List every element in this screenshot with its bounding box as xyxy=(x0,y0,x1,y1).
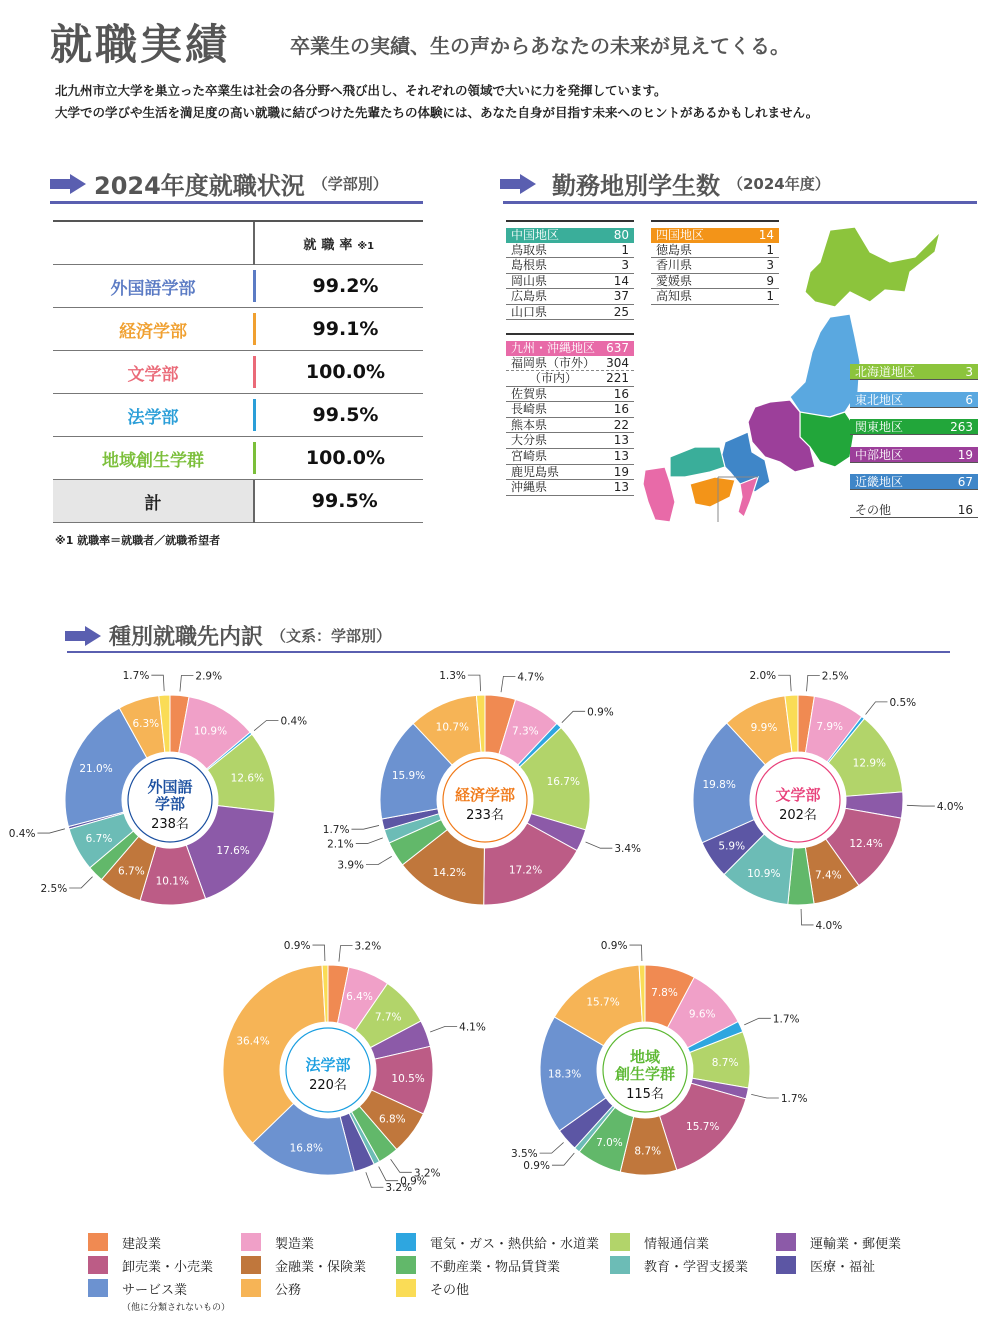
svg-text:7.3%: 7.3% xyxy=(511,725,539,738)
svg-text:4.1%: 4.1% xyxy=(459,1021,486,1034)
region-total-row: 近畿地区 67 xyxy=(850,474,978,490)
svg-text:15.7%: 15.7% xyxy=(686,1121,720,1134)
rate-section-subtitle: （学部別） xyxy=(312,175,388,193)
prefecture-row: （市内） 221 xyxy=(506,371,634,387)
region-total-row: 中部地区 19 xyxy=(850,447,978,463)
donut-chart-foreign-languages xyxy=(8,670,308,934)
page-subtitle: 卒業生の実績、生の声からあなたの未来が見えてくる。 xyxy=(290,34,790,58)
legend-item-finance: 金融業・保険業 xyxy=(241,1256,366,1275)
svg-text:2.0%: 2.0% xyxy=(749,670,777,683)
page-title: 就職実績 xyxy=(50,20,231,69)
svg-text:6.7%: 6.7% xyxy=(118,865,145,878)
svg-text:3.4%: 3.4% xyxy=(614,843,642,856)
svg-text:10.9%: 10.9% xyxy=(747,867,781,880)
svg-text:15.9%: 15.9% xyxy=(391,769,426,782)
svg-text:1.7%: 1.7% xyxy=(772,1013,800,1026)
legend-swatch xyxy=(610,1256,630,1274)
legend-swatch xyxy=(396,1256,416,1274)
svg-text:18.3%: 18.3% xyxy=(547,1068,582,1081)
svg-text:10.1%: 10.1% xyxy=(155,875,189,888)
region-total-row: 東北地区 6 xyxy=(850,392,978,408)
svg-text:10.7%: 10.7% xyxy=(435,721,470,734)
legend-item-public: 公務 xyxy=(241,1279,301,1298)
section-divider xyxy=(50,201,423,204)
table-header-row xyxy=(53,222,423,265)
svg-text:3.2%: 3.2% xyxy=(385,1182,413,1195)
legend-item-education: 教育・学習支援業 xyxy=(610,1256,748,1275)
svg-text:1.7%: 1.7% xyxy=(322,824,350,837)
svg-text:0.9%: 0.9% xyxy=(600,940,628,953)
svg-text:7.8%: 7.8% xyxy=(651,986,678,999)
donut-chart-economics xyxy=(322,670,642,934)
table-top-rule xyxy=(506,220,634,222)
prefecture-row: 鹿児島県 19 xyxy=(506,465,634,481)
svg-text:7.4%: 7.4% xyxy=(814,869,842,882)
rate-section-title: 2024年度就職状況 xyxy=(94,172,305,200)
prefecture-row: 徳島県 1 xyxy=(651,243,779,259)
svg-text:6.8%: 6.8% xyxy=(378,1113,406,1126)
table-row xyxy=(53,351,423,394)
legend-swatch xyxy=(396,1233,416,1251)
table-top-rule xyxy=(506,333,634,335)
region-table-kyushu xyxy=(506,333,634,496)
table-row xyxy=(53,394,423,437)
legend-swatch xyxy=(396,1279,416,1297)
prefecture-row: 宮崎県 13 xyxy=(506,449,634,465)
svg-text:文学部: 文学部 xyxy=(775,786,821,804)
svg-text:238名: 238名 xyxy=(151,817,189,832)
svg-text:6.4%: 6.4% xyxy=(346,990,373,1003)
svg-text:17.2%: 17.2% xyxy=(508,864,543,877)
legend-swatch xyxy=(610,1233,630,1251)
employment-rate: 99.2% xyxy=(312,275,379,297)
table-row xyxy=(53,437,423,480)
prefecture-row: 熊本県 22 xyxy=(506,418,634,434)
faculty-name: 法学部 xyxy=(127,407,179,428)
svg-text:16.8%: 16.8% xyxy=(289,1142,323,1155)
prefecture-row: 福岡県（市外） 304 xyxy=(506,356,634,372)
svg-text:7.0%: 7.0% xyxy=(596,1137,623,1150)
svg-text:2.1%: 2.1% xyxy=(327,838,354,851)
intro-line-2: 大学での学びや生活を満足度の高い就職に結びつけた先輩たちの体験には、あなた自身が目指す未来へのヒントがあるかもしれません。 xyxy=(55,105,819,120)
arrow-right-icon xyxy=(500,174,536,194)
faculty-name: 文学部 xyxy=(127,364,179,385)
intro-text xyxy=(55,80,818,124)
legend-swatch xyxy=(776,1256,796,1274)
legend-swatch xyxy=(241,1233,261,1251)
svg-text:学部: 学部 xyxy=(154,795,186,813)
svg-text:経済学部: 経済学部 xyxy=(454,786,516,804)
employment-rate: 99.1% xyxy=(312,318,379,340)
region-totals xyxy=(850,364,978,529)
table-row xyxy=(53,308,423,351)
svg-text:創生学群: 創生学群 xyxy=(614,1065,676,1083)
svg-text:6.3%: 6.3% xyxy=(132,718,160,731)
svg-text:12.6%: 12.6% xyxy=(230,772,265,785)
region-total-row: 関東地区 263 xyxy=(850,419,978,435)
region-section-title: 勤務地別学生数 xyxy=(552,172,720,200)
svg-text:7.9%: 7.9% xyxy=(816,721,844,734)
arrow-right-icon xyxy=(50,174,86,194)
total-label: 計 xyxy=(144,493,162,514)
region-section-header xyxy=(500,166,830,201)
region-header: 四国地区 14 xyxy=(651,228,779,243)
prefecture-row: 沖縄県 13 xyxy=(506,480,634,496)
employment-rate: 100.0% xyxy=(305,361,386,383)
faculty-name: 経済学部 xyxy=(119,321,187,342)
region-section-subtitle: （2024年度） xyxy=(728,175,830,193)
svg-text:202名: 202名 xyxy=(779,808,817,823)
arrow-right-icon xyxy=(65,626,101,646)
prefecture-row: 山口県 25 xyxy=(506,305,634,321)
prefecture-row: 広島県 37 xyxy=(506,289,634,305)
region-header: 九州・沖縄地区 637 xyxy=(506,341,634,356)
svg-text:3.9%: 3.9% xyxy=(337,859,365,872)
legend-swatch xyxy=(88,1256,108,1274)
column-header: 就職率※1 xyxy=(303,237,375,253)
legend-swatch xyxy=(776,1233,796,1251)
svg-text:地域: 地域 xyxy=(629,1048,661,1066)
svg-text:15.7%: 15.7% xyxy=(586,996,620,1009)
industry-section-header xyxy=(65,620,391,651)
legend-item-realestate: 不動産業・物品賃貸業 xyxy=(396,1256,560,1275)
prefecture-row: 鳥取県 1 xyxy=(506,243,634,259)
svg-text:2.5%: 2.5% xyxy=(821,670,849,683)
prefecture-row: 佐賀県 16 xyxy=(506,387,634,403)
svg-text:外国語: 外国語 xyxy=(147,778,193,796)
region-table-chugoku xyxy=(506,220,634,320)
prefecture-row: 香川県 3 xyxy=(651,258,779,274)
faculty-name: 地域創生学群 xyxy=(102,450,204,471)
prefecture-row: 大分県 13 xyxy=(506,433,634,449)
legend-item-medical: 医療・福祉 xyxy=(776,1256,875,1275)
legend-item-retail: 卸売業・小売業 xyxy=(88,1256,213,1275)
svg-text:115名: 115名 xyxy=(626,1087,664,1102)
section-divider xyxy=(67,651,950,653)
svg-text:4.7%: 4.7% xyxy=(517,671,545,684)
svg-text:0.9%: 0.9% xyxy=(283,940,311,953)
industry-section-title: 種別就職先内訳 xyxy=(109,625,264,650)
legend-item-other: その他 xyxy=(396,1279,469,1298)
rate-section-header xyxy=(50,166,388,201)
svg-text:3.2%: 3.2% xyxy=(354,940,382,953)
svg-text:16.7%: 16.7% xyxy=(546,776,580,789)
region-total-row: その他 16 xyxy=(850,502,978,518)
legend-item-services: サービス業 （他に分類されないもの） xyxy=(88,1279,230,1313)
svg-text:7.7%: 7.7% xyxy=(374,1011,402,1024)
footnote: ※1 就職率＝就職者／就職希望者 xyxy=(55,534,221,547)
svg-text:5.9%: 5.9% xyxy=(718,840,746,853)
legend-swatch xyxy=(241,1279,261,1297)
svg-text:10.5%: 10.5% xyxy=(391,1073,425,1086)
svg-text:10.9%: 10.9% xyxy=(193,725,228,738)
total-value: 99.5% xyxy=(255,480,424,522)
prefecture-row: 愛媛県 9 xyxy=(651,274,779,290)
employment-rate: 100.0% xyxy=(305,447,386,469)
svg-text:0.9%: 0.9% xyxy=(587,706,614,719)
legend-item-construction: 建設業 xyxy=(88,1233,161,1252)
svg-text:36.4%: 36.4% xyxy=(236,1035,270,1048)
svg-text:8.7%: 8.7% xyxy=(711,1056,739,1069)
donut-chart-regional xyxy=(510,940,808,1204)
svg-text:1.3%: 1.3% xyxy=(439,670,466,683)
svg-text:220名: 220名 xyxy=(309,1078,347,1093)
svg-text:4.0%: 4.0% xyxy=(936,801,964,814)
legend-swatch xyxy=(88,1233,108,1251)
svg-text:0.9%: 0.9% xyxy=(523,1160,550,1173)
svg-text:17.6%: 17.6% xyxy=(216,845,250,858)
legend-item-manufacturing: 製造業 xyxy=(241,1233,314,1252)
svg-text:8.7%: 8.7% xyxy=(634,1145,662,1158)
legend-item-it: 情報通信業 xyxy=(610,1233,709,1252)
donut-chart-humanities xyxy=(668,670,964,934)
svg-text:4.0%: 4.0% xyxy=(815,919,843,932)
svg-text:法学部: 法学部 xyxy=(305,1056,351,1074)
table-row xyxy=(53,265,423,308)
svg-text:2.5%: 2.5% xyxy=(40,882,68,895)
prefecture-row: 高知県 1 xyxy=(651,289,779,305)
svg-text:12.4%: 12.4% xyxy=(849,837,883,850)
region-header: 中国地区 80 xyxy=(506,228,634,243)
svg-text:3.2%: 3.2% xyxy=(413,1167,441,1180)
faculty-name: 外国語学部 xyxy=(110,278,196,299)
prefecture-row: 岡山県 14 xyxy=(506,274,634,290)
prefecture-row: 長崎県 16 xyxy=(506,402,634,418)
legend-item-transport: 運輸業・郵便業 xyxy=(776,1233,901,1252)
legend-swatch xyxy=(241,1256,261,1274)
employment-rate-table xyxy=(53,220,423,523)
svg-text:2.9%: 2.9% xyxy=(195,670,223,683)
legend-item-utilities: 電気・ガス・熱供給・水道業 xyxy=(396,1233,599,1252)
svg-text:0.4%: 0.4% xyxy=(8,828,36,841)
svg-text:1.7%: 1.7% xyxy=(122,670,150,683)
intro-line-1: 北九州市立大学を巣立った卒業生は社会の各分野へ飛び出し、それぞれの領域で大いに力を発揮しています。 xyxy=(55,83,667,98)
svg-text:0.5%: 0.5% xyxy=(889,696,917,709)
legend-swatch xyxy=(88,1279,108,1297)
donut-chart-law xyxy=(198,940,486,1204)
svg-text:3.5%: 3.5% xyxy=(510,1148,538,1161)
svg-text:12.9%: 12.9% xyxy=(852,757,887,770)
svg-text:0.9%: 0.9% xyxy=(400,1175,427,1188)
svg-text:9.9%: 9.9% xyxy=(750,722,778,735)
svg-text:9.6%: 9.6% xyxy=(688,1008,716,1021)
svg-text:14.2%: 14.2% xyxy=(432,867,467,880)
svg-text:6.7%: 6.7% xyxy=(85,832,113,845)
table-total-row xyxy=(53,480,423,523)
svg-text:19.8%: 19.8% xyxy=(702,778,736,791)
section-divider xyxy=(503,201,977,204)
svg-text:0.4%: 0.4% xyxy=(280,715,308,728)
industry-section-subtitle: （文系：学部別） xyxy=(271,627,392,645)
svg-text:21.0%: 21.0% xyxy=(79,763,113,776)
prefecture-row: 島根県 3 xyxy=(506,258,634,274)
svg-text:1.7%: 1.7% xyxy=(780,1092,808,1105)
region-total-row: 北海道地区 3 xyxy=(850,364,978,380)
svg-text:233名: 233名 xyxy=(466,808,504,823)
employment-rate: 99.5% xyxy=(312,404,379,426)
